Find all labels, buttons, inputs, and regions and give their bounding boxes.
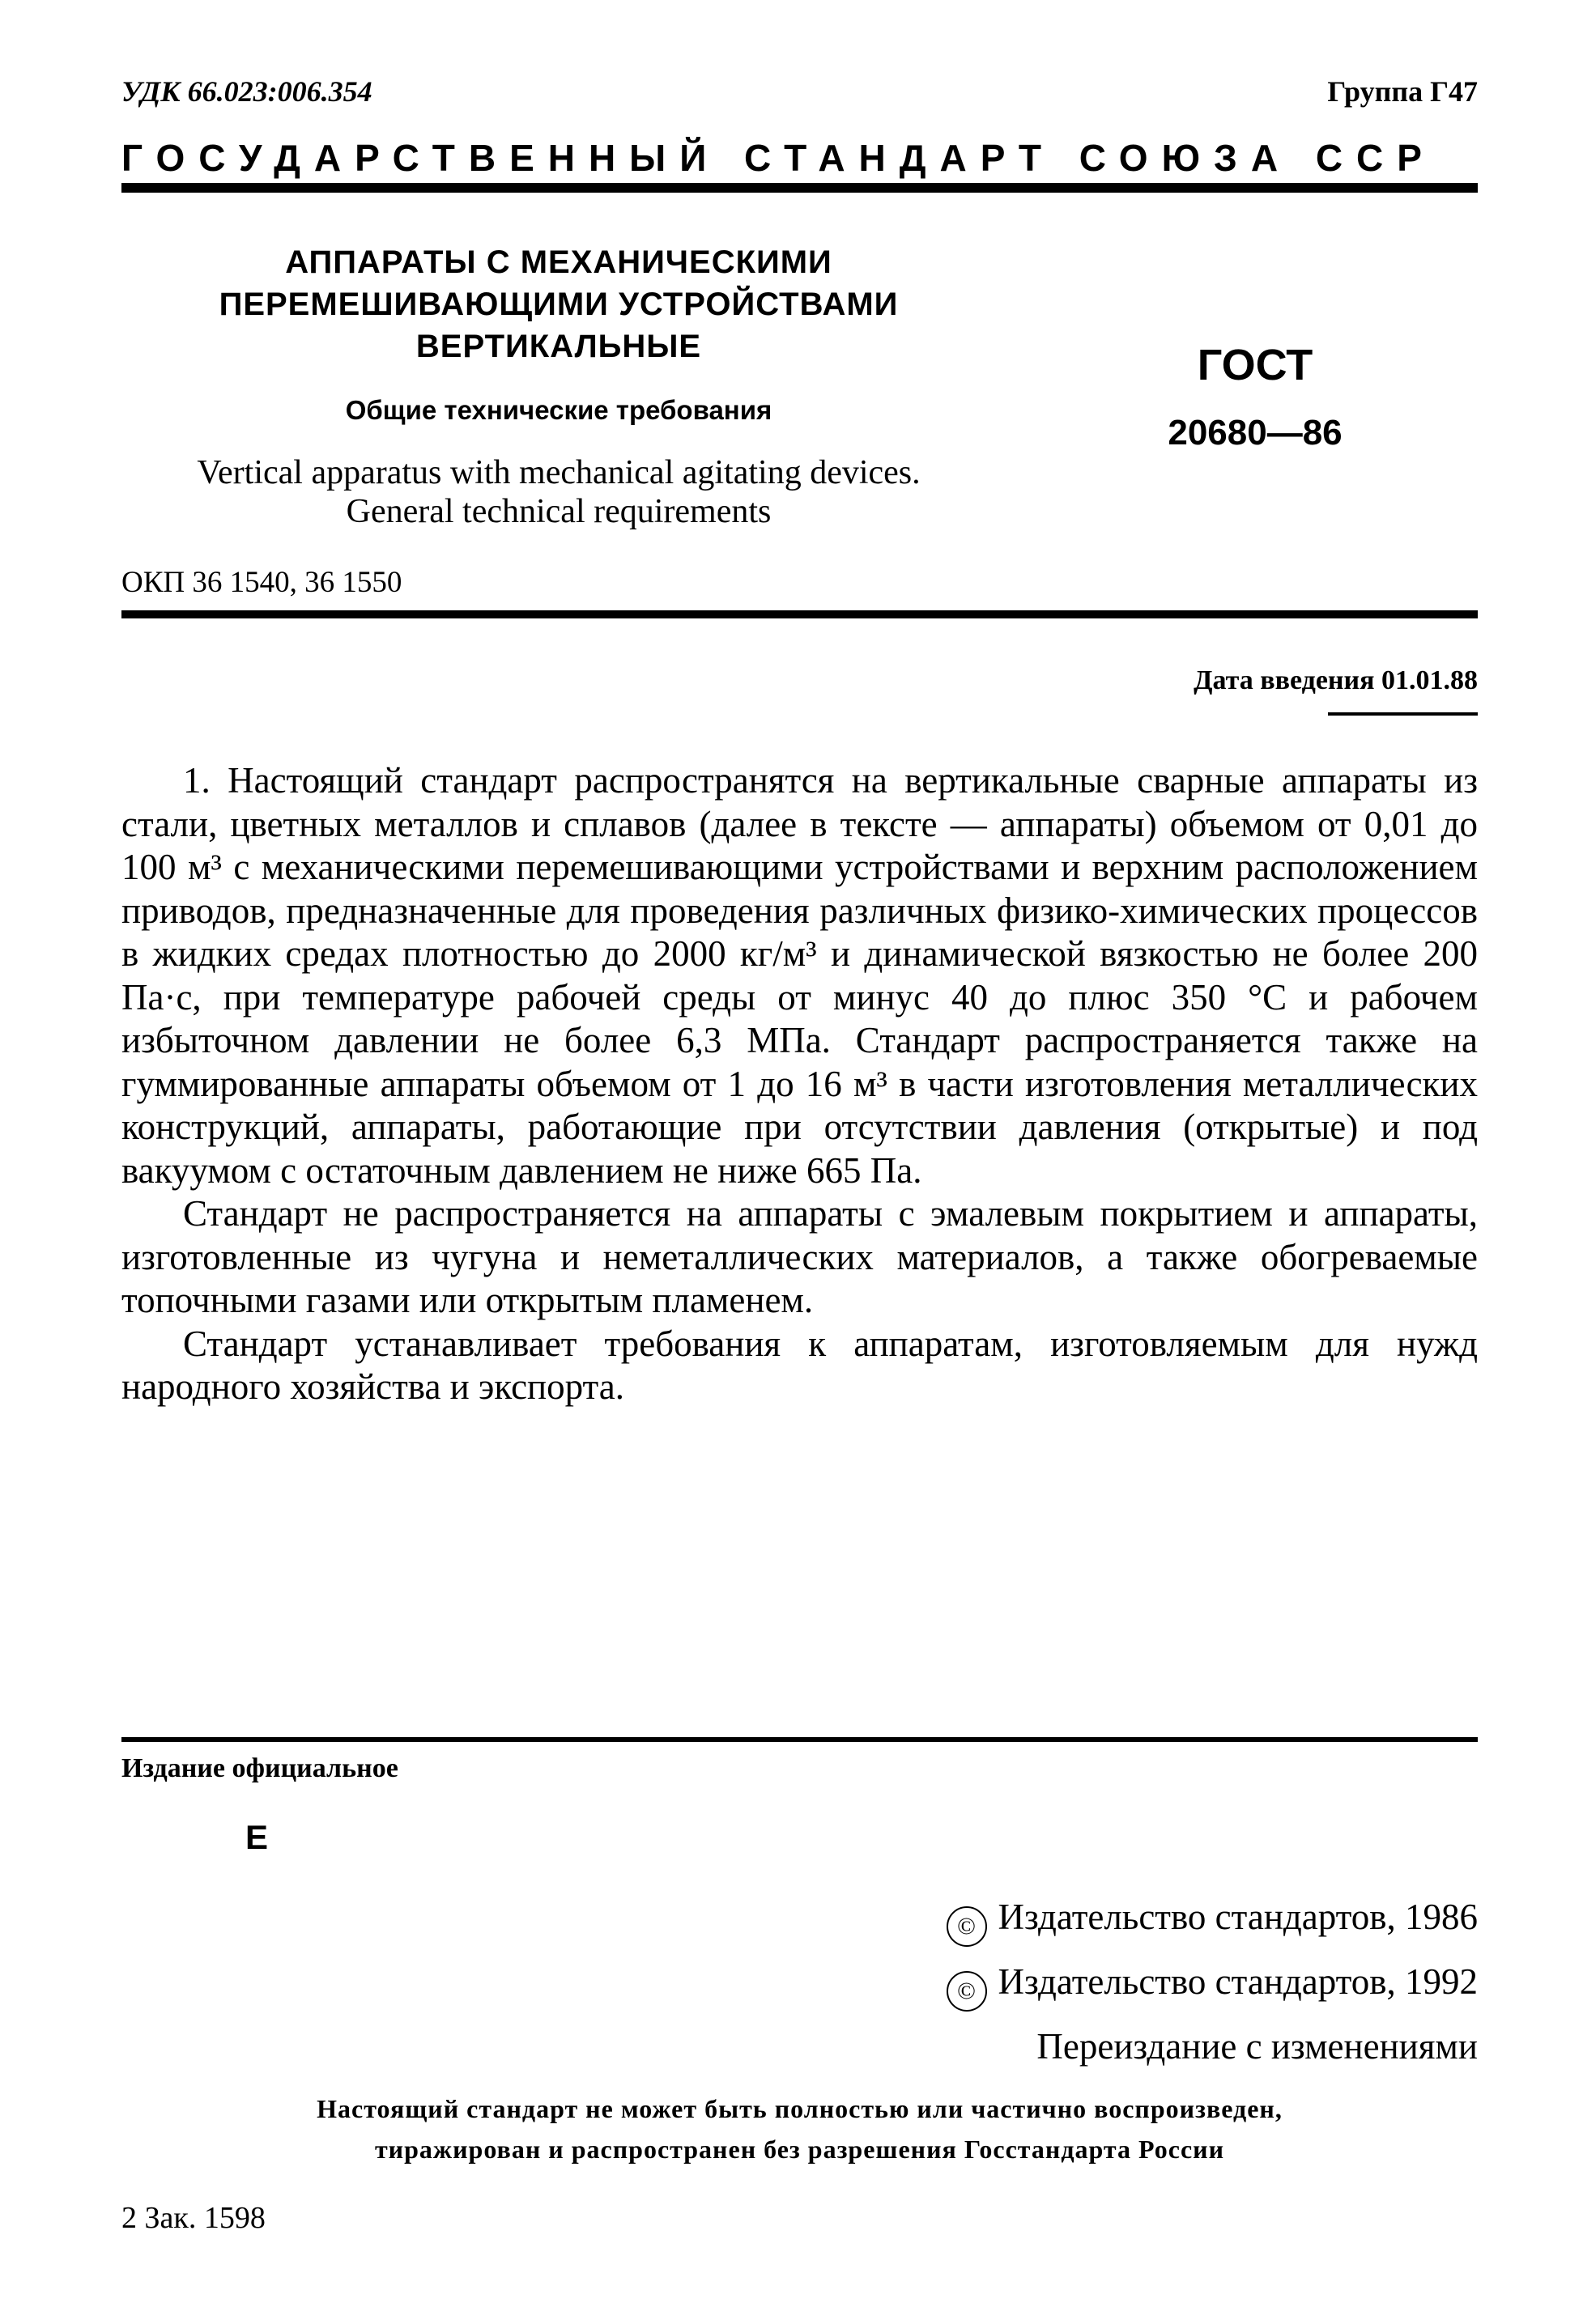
copyright-1986: [947, 1896, 1478, 1947]
header-rule: [121, 183, 1478, 193]
okp-rule: [121, 610, 1478, 618]
title-line-1: АППАРАТЫ С МЕХАНИЧЕСКИМИ: [285, 244, 832, 280]
notice-line-2: тиражирован и распространен без разрешения Госстандарта России: [374, 2135, 1225, 2164]
copyright-1992: [947, 1961, 1478, 2012]
title-line-3: ВЕРТИКАЛЬНЫЕ: [415, 329, 702, 364]
body-text: [121, 759, 1478, 1409]
title-line-2: ПЕРЕМЕШИВАЮЩИМИ УСТРОЙСТВАМИ: [219, 287, 899, 322]
date-underline: [1328, 712, 1478, 716]
introduction-date: Дата введения 01.01.88: [1194, 665, 1478, 695]
paragraph-requirements: Стандарт устанавливает требования к аппаратам, изготовляемым для нужд народного хозяйства и экспорта.: [121, 1323, 1478, 1407]
reproduction-notice: [121, 2088, 1478, 2169]
gost-number: 20680—86: [1168, 413, 1343, 452]
document-title: [178, 241, 939, 368]
copyright-icon: ©: [947, 1906, 987, 1947]
group-code: Группа Г47: [1327, 75, 1478, 108]
footer-rule: [121, 1737, 1478, 1742]
export-mark: Е: [245, 1818, 269, 1856]
notice-line-1: Настоящий стандарт не может быть полностью или частично воспроизведен,: [317, 2094, 1283, 2123]
order-number: 2 Зак. 1598: [121, 2201, 266, 2235]
udk-code: УДК 66.023:006.354: [121, 75, 372, 108]
official-edition: Издание официальное: [121, 1753, 398, 1783]
paragraph-exclusions: Стандарт не распространяется на аппараты с эмалевым покрытием и аппараты, изготовленные из чугуна и неметаллических материалов, а также обогреваемые топочными газами или открытым пламенем.: [121, 1193, 1478, 1320]
copyright-1992-text: Издательство стандартов, 1992: [998, 1961, 1478, 2002]
okp-code: ОКП 36 1540, 36 1550: [121, 566, 402, 599]
copyright-icon: ©: [947, 1971, 987, 2012]
gost-label: ГОСТ: [1197, 341, 1313, 389]
english-title-line-2: General technical requirements: [346, 493, 772, 530]
reprint-note: Переиздание с изменениями: [1036, 2026, 1478, 2067]
english-title-line-1: Vertical apparatus with mechanical agitating devices.: [197, 454, 921, 491]
document-subtitle: Общие технические требования: [345, 395, 772, 425]
english-title: [154, 453, 964, 531]
copyright-1986-text: Издательство стандартов, 1986: [998, 1897, 1478, 1937]
paragraph-scope: 1. Настоящий стандарт распространятся на вертикальные сварные аппараты из стали, цветных металлов и сплавов (далее в тексте — аппараты) объемом от 0,01 до 100 м³ с механическими перемешивающими устройствами и верхним расположением приводов, предназначенные для проведения различных физико-химических процессов в жидких средах плотностью до 2000 кг/м³ и динамической вязкостью не более 200 Па·с, при температуре рабочей среды от минус 40 до плюс 350 °С и рабочем избыточном давлении не более 6,3 МПа. Стандарт распространяется также на гуммированные аппараты объемом от 1 до 16 м³ в части изготовления металлических конструкций, аппараты, работающие при отсутствии давления (открытые) и под вакуумом с остаточным давлением не ниже 665 Па.: [121, 760, 1478, 1191]
state-standard-heading: ГОСУДАРСТВЕННЫЙ СТАНДАРТ СОЮЗА ССР: [121, 137, 1436, 179]
